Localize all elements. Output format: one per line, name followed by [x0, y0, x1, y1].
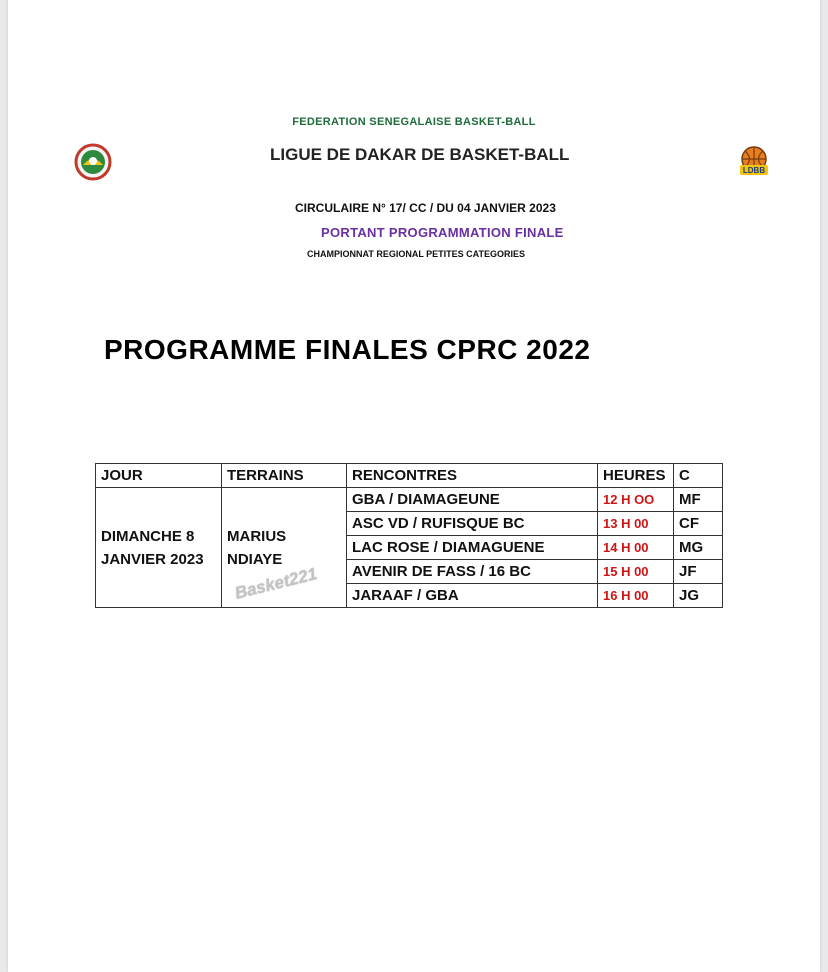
jour-cell	[96, 488, 222, 608]
heure-cell: 15 H 00	[598, 560, 674, 584]
header-heures: HEURES	[598, 464, 674, 488]
match-cell: JARAAF / GBA	[347, 584, 598, 608]
match-cell: GBA / DIAMAGEUNE	[347, 488, 598, 512]
document-page	[8, 0, 820, 972]
c-cell: MG	[674, 536, 723, 560]
header-jour: JOUR	[96, 464, 222, 488]
match-cell: LAC ROSE / DIAMAGUENE	[347, 536, 598, 560]
circulaire-line: CIRCULAIRE N° 17/ CC / DU 04 JANVIER 2023	[295, 201, 556, 215]
jour-line-1: DIMANCHE 8	[101, 527, 195, 545]
c-cell: JF	[674, 560, 723, 584]
programme-title: PROGRAMME FINALES CPRC 2022	[104, 334, 591, 365]
terrain-line-1: MARIUS	[227, 527, 287, 545]
header-terrains: TERRAINS	[222, 464, 347, 488]
c-cell: MF	[674, 488, 723, 512]
c-cell: CF	[674, 512, 723, 536]
watermark: Basket221	[232, 564, 320, 603]
schedule-table	[95, 463, 723, 608]
heure-cell: 16 H 00	[598, 584, 674, 608]
federation-logo-icon	[74, 143, 112, 181]
ligue-logo-text: LDBB	[742, 166, 766, 175]
terrain-line-2: NDIAYE	[227, 550, 283, 568]
championnat-line: CHAMPIONNAT REGIONAL PETITES CATEGORIES	[307, 249, 526, 259]
table-header-row	[96, 464, 723, 488]
ligue-logo-icon	[736, 145, 772, 177]
table-row	[96, 488, 723, 512]
heure-cell: 12 H OO	[598, 488, 674, 512]
match-cell: AVENIR DE FASS / 16 BC	[347, 560, 598, 584]
heure-cell: 13 H 00	[598, 512, 674, 536]
header-rencontres: RENCONTRES	[347, 464, 598, 488]
c-cell: JG	[674, 584, 723, 608]
ligue-name: LIGUE DE DAKAR DE BASKET-BALL	[270, 145, 570, 164]
jour-line-2: JANVIER 2023	[101, 550, 204, 568]
heure-cell: 14 H 00	[598, 536, 674, 560]
header-c: C	[674, 464, 723, 488]
federation-name: FEDERATION SENEGALAISE BASKET-BALL	[292, 116, 536, 128]
match-cell: ASC VD / RUFISQUE BC	[347, 512, 598, 536]
portant-line: PORTANT PROGRAMMATION FINALE	[321, 225, 564, 240]
